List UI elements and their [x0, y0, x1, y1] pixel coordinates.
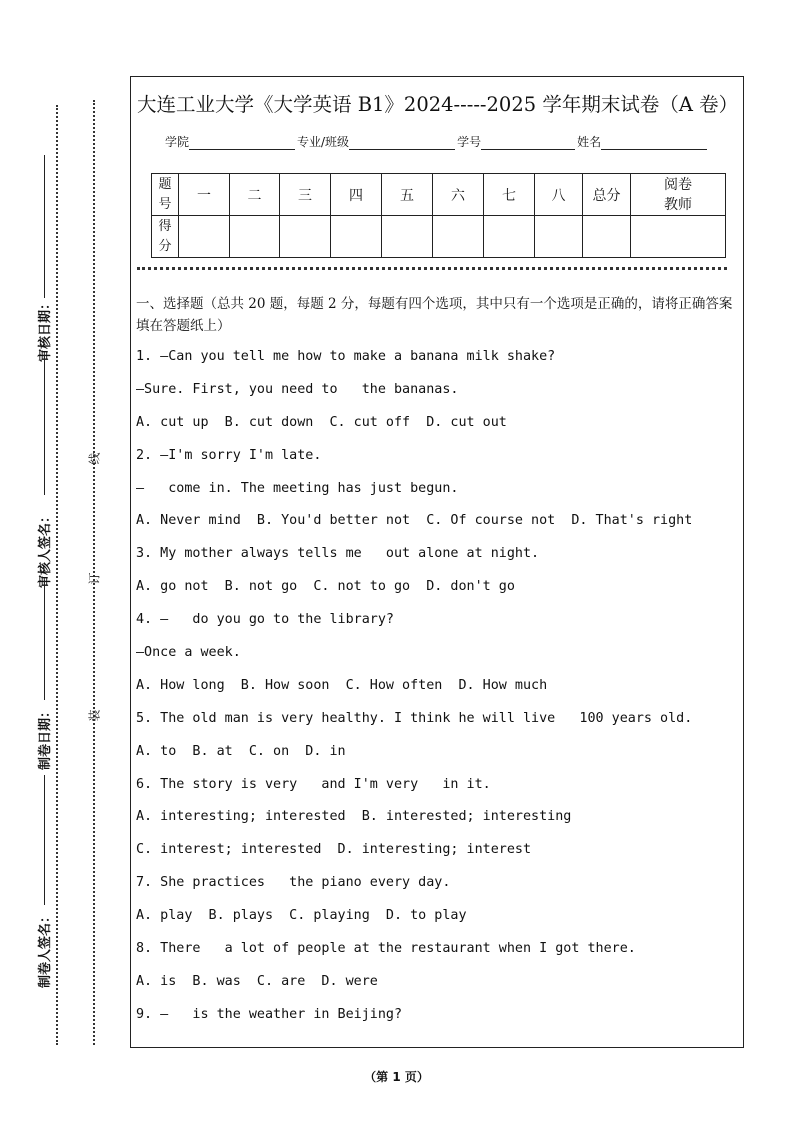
reviewer-signature-label: 审核人签名：	[38, 509, 53, 588]
review-date-label: 审核日期：	[38, 296, 53, 362]
question-line: 7. She practices the piano every day.	[136, 875, 451, 891]
option-line: A. cut up B. cut down C. cut off D. cut out	[136, 414, 507, 430]
col-total: 总分	[583, 174, 631, 216]
question-line: 8. There a lot of people at the restaurant when I got there.	[136, 941, 636, 957]
score-table	[151, 173, 726, 258]
review-date-underline	[44, 155, 45, 298]
col-4: 四	[331, 174, 382, 216]
option-line: C. interest; interested D. interesting; interest	[136, 842, 532, 858]
question-line: 6. The story is very and I'm very in it.	[136, 776, 491, 792]
question-line: 3. My mother always tells me out alone at night.	[136, 546, 540, 562]
score-cell-8[interactable]	[535, 216, 583, 258]
major-class-label: 专业/班级	[297, 135, 350, 149]
option-line: A. to B. at C. on D. in	[136, 743, 346, 759]
score-cell-1[interactable]	[179, 216, 230, 258]
score-label: 得 分	[152, 216, 179, 258]
compile-date-label: 制卷日期：	[38, 704, 53, 770]
page-number: （第 1 页）	[364, 1070, 429, 1084]
option-line: A. Never mind B. You'd better not C. Of course not D. That's right	[136, 513, 693, 529]
question-line: 9. — is the weather in Beijing?	[136, 1006, 403, 1022]
reviewer-cell[interactable]	[631, 216, 726, 258]
student-info-row	[165, 133, 709, 150]
major-class-field[interactable]	[349, 135, 455, 150]
name-label: 姓名	[577, 135, 602, 149]
option-line: A. is B. was C. are D. were	[136, 973, 378, 989]
binding-char-line: 线	[87, 452, 102, 465]
col-6: 六	[433, 174, 484, 216]
score-table-header-row	[152, 174, 726, 216]
col-8: 八	[535, 174, 583, 216]
question-number-label: 题 号	[152, 174, 179, 216]
question-line: — come in. The meeting has just begun.	[136, 480, 459, 496]
college-field[interactable]	[189, 135, 295, 150]
option-line: A. interesting; interested B. interested; interesting	[136, 809, 572, 825]
col-3: 三	[280, 174, 331, 216]
college-label: 学院	[165, 135, 190, 149]
col-5: 五	[382, 174, 433, 216]
question-line: 2. —I'm sorry I'm late.	[136, 447, 322, 463]
compile-date-underline	[44, 580, 45, 700]
dotted-separator	[137, 267, 727, 270]
question-line: 4. — do you go to the library?	[136, 612, 394, 628]
exam-title: 大连工业大学《大学英语 B1》2024-----2025 学年期末试卷（A 卷）	[137, 93, 739, 116]
option-line: A. go not B. not go C. not to go D. don't go	[136, 579, 515, 595]
score-cell-3[interactable]	[280, 216, 331, 258]
compiler-signature-label: 制卷人签名：	[38, 909, 53, 988]
section-heading: 一、选择题（总共 20 题，每题 2 分，每题有四个选项，其中只有一个选项是正确的，请将正确答案填在答题纸上）	[136, 296, 733, 334]
score-cell-total[interactable]	[583, 216, 631, 258]
question-area	[136, 293, 736, 1038]
question-line: —Sure. First, you need to the bananas.	[136, 381, 459, 397]
reviewer-label: 阅卷 教师	[631, 174, 726, 216]
col-1: 一	[179, 174, 230, 216]
score-cell-4[interactable]	[331, 216, 382, 258]
question-line: —Once a week.	[136, 645, 241, 661]
name-field[interactable]	[601, 135, 707, 150]
col-7: 七	[484, 174, 535, 216]
compiler-signature-underline	[44, 775, 45, 905]
option-line: A. How long B. How soon C. How often D. How much	[136, 677, 548, 693]
binding-dotted-line-outer	[56, 105, 58, 1045]
score-table-score-row	[152, 216, 726, 258]
binding-char-bind: 装	[87, 709, 102, 722]
score-cell-2[interactable]	[230, 216, 280, 258]
col-2: 二	[230, 174, 280, 216]
score-cell-6[interactable]	[433, 216, 484, 258]
reviewer-signature-underline	[44, 355, 45, 495]
student-id-field[interactable]	[481, 135, 575, 150]
exam-frame	[130, 76, 744, 1048]
option-line: A. play B. plays C. playing D. to play	[136, 908, 467, 924]
question-line: 1. —Can you tell me how to make a banana milk shake?	[136, 349, 556, 364]
score-cell-5[interactable]	[382, 216, 433, 258]
question-line: 5. The old man is very healthy. I think he will live 100 years old.	[136, 710, 693, 726]
score-cell-7[interactable]	[484, 216, 535, 258]
student-id-label: 学号	[457, 135, 482, 149]
binding-char-staple: 订	[87, 572, 102, 585]
